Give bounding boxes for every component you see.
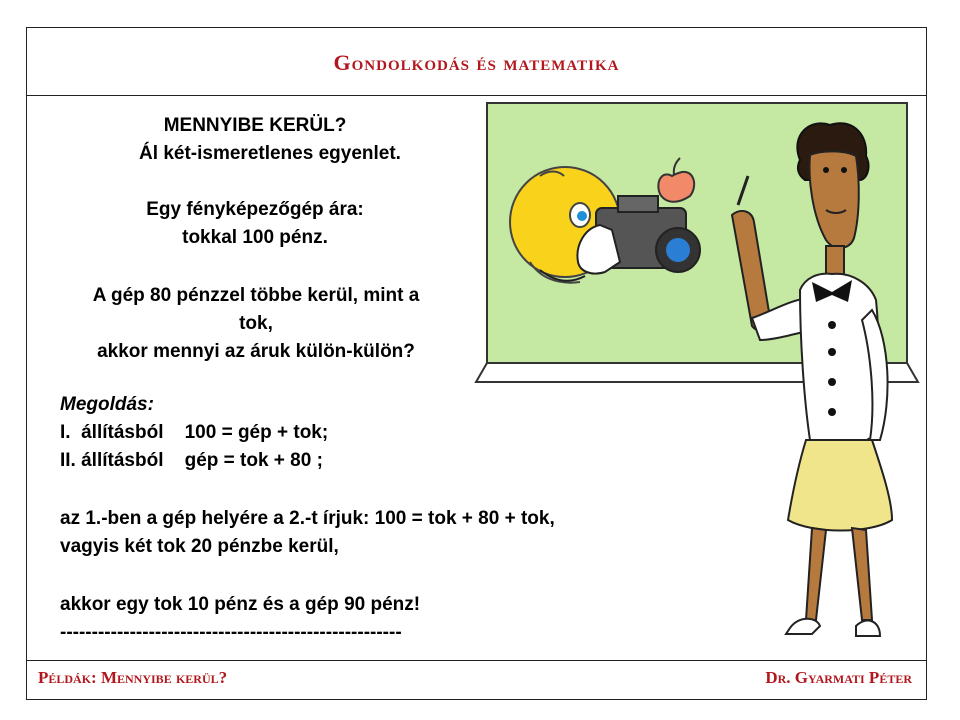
solution-step-3: az 1.-ben a gép helyére a 2.-t írjuk: 100 = tok + 80 + tok, (60, 508, 555, 529)
problem-subheading: Ál két-ismeretlenes egyenlet. (139, 143, 401, 164)
problem-heading: MENNYIBE KERÜL? (163, 115, 347, 136)
problem-line-4: tok, (239, 313, 273, 334)
slide-title: Gondolkodás és matematika (333, 50, 620, 75)
solution-title: Megoldás: (60, 394, 154, 415)
problem-line-3: A gép 80 pénzzel többe kerül, mint a (92, 285, 420, 306)
solution-step-5: akkor egy tok 10 pénz és a gép 90 pénz! (60, 594, 421, 615)
solution-step-2: II. állításból gép = tok + 80 ; (60, 450, 323, 471)
problem-line-5: akkor mennyi az áruk külön-külön? (97, 341, 415, 362)
problem-line-2: tokkal 100 pénz. (182, 227, 328, 248)
problem-line-1: Egy fényképezőgép ára: (146, 199, 364, 220)
solution-step-4: vagyis két tok 20 pénzbe kerül, (60, 536, 339, 557)
footer-author: Dr. Gyarmati Péter (765, 668, 912, 687)
footer-topic: Példák: Mennyibe kerül? (38, 668, 228, 687)
solution-divider: ------------------------------------------------------ (60, 622, 402, 643)
solution-step-1: I. állításból 100 = gép + tok; (60, 422, 329, 443)
